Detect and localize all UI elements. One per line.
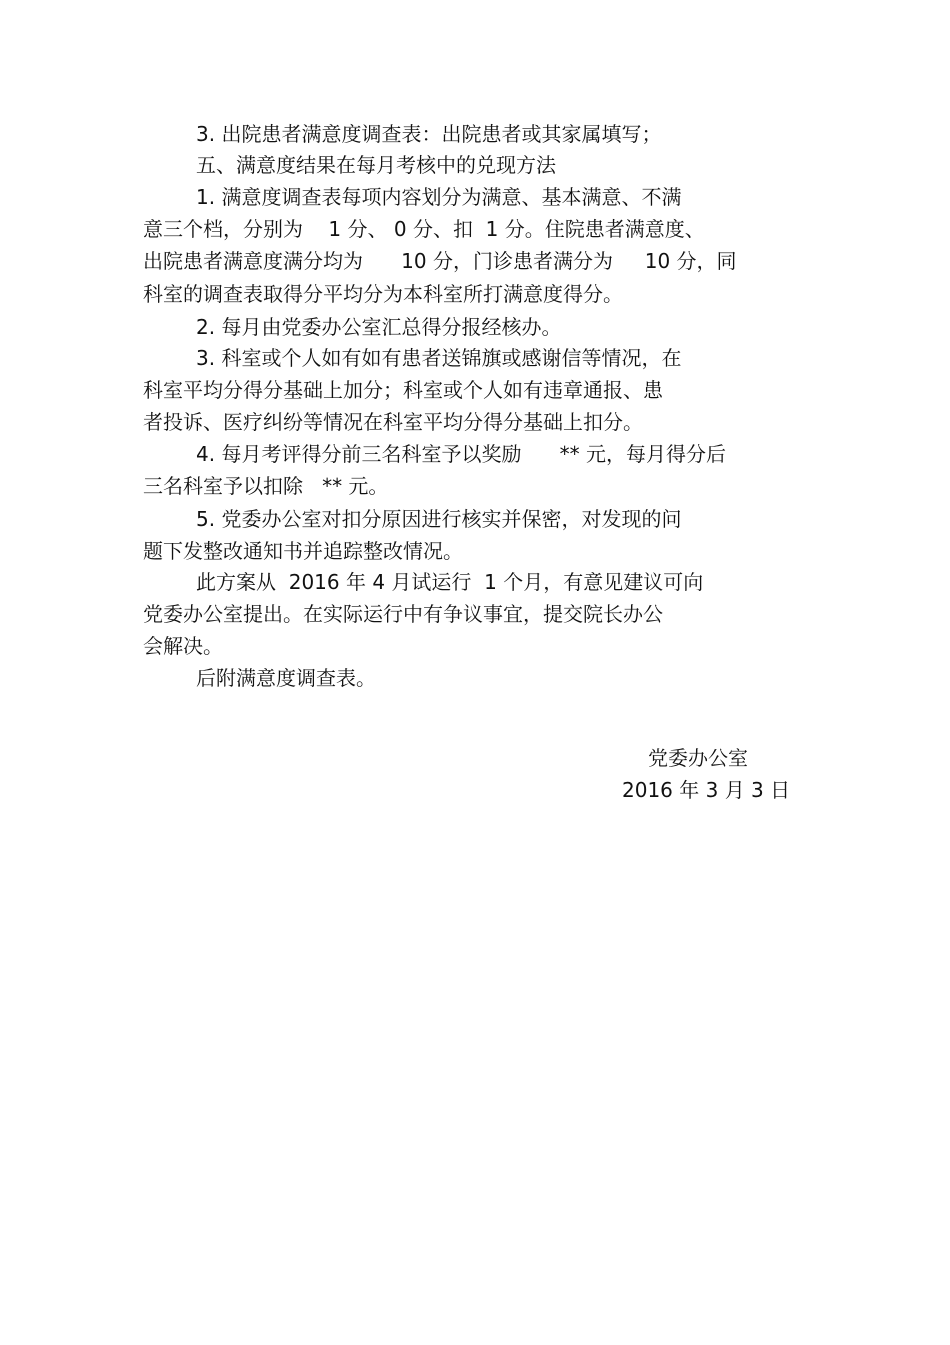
trial-para-line-1: 此方案从 2016 年 4 月试运行 1 个月，有意见建议可向	[196, 570, 704, 594]
rule-1-line-3: 出院患者满意度满分均为 10 分，门诊患者满分为 10 分，同	[143, 249, 737, 273]
rule-1-line-4: 科室的调查表取得分平均分为本科室所打满意度得分。	[143, 282, 623, 306]
section-5-heading: 五、满意度结果在每月考核中的兑现方法	[196, 153, 556, 177]
signature-date: 2016 年 3 月 3 日	[622, 778, 791, 802]
rule-5-line-2: 题下发整改通知书并追踪整改情况。	[143, 539, 463, 563]
signature-office: 党委办公室	[648, 746, 748, 770]
trial-para-line-3: 会解决。	[143, 634, 223, 658]
rule-4-line-2: 三名科室予以扣除 ** 元。	[143, 474, 389, 498]
rule-2-line-1: 2. 每月由党委办公室汇总得分报经核办。	[196, 315, 562, 339]
rule-3-line-1: 3. 科室或个人如有如有患者送锦旗或感谢信等情况，在	[196, 346, 682, 370]
rule-1-line-2: 意三个档，分别为 1 分、 0 分、扣 1 分。住院患者满意度、	[143, 217, 705, 241]
attachment-note: 后附满意度调查表。	[196, 666, 376, 690]
rule-4-line-1: 4. 每月考评得分前三名科室予以奖励 ** 元，每月得分后	[196, 442, 726, 466]
trial-para-line-2: 党委办公室提出。在实际运行中有争议事宜，提交院长办公	[143, 602, 663, 626]
rule-5-line-1: 5. 党委办公室对扣分原因进行核实并保密，对发现的问	[196, 507, 682, 531]
rule-3-line-3: 者投诉、医疗纠纷等情况在科室平均分得分基础上扣分。	[143, 410, 643, 434]
item-3-discharge-survey: 3. 出院患者满意度调查表：出院患者或其家属填写；	[196, 122, 662, 146]
rule-1-line-1: 1. 满意度调查表每项内容划分为满意、基本满意、不满	[196, 185, 682, 209]
rule-3-line-2: 科室平均分得分基础上加分；科室或个人如有违章通报、患	[143, 378, 663, 402]
